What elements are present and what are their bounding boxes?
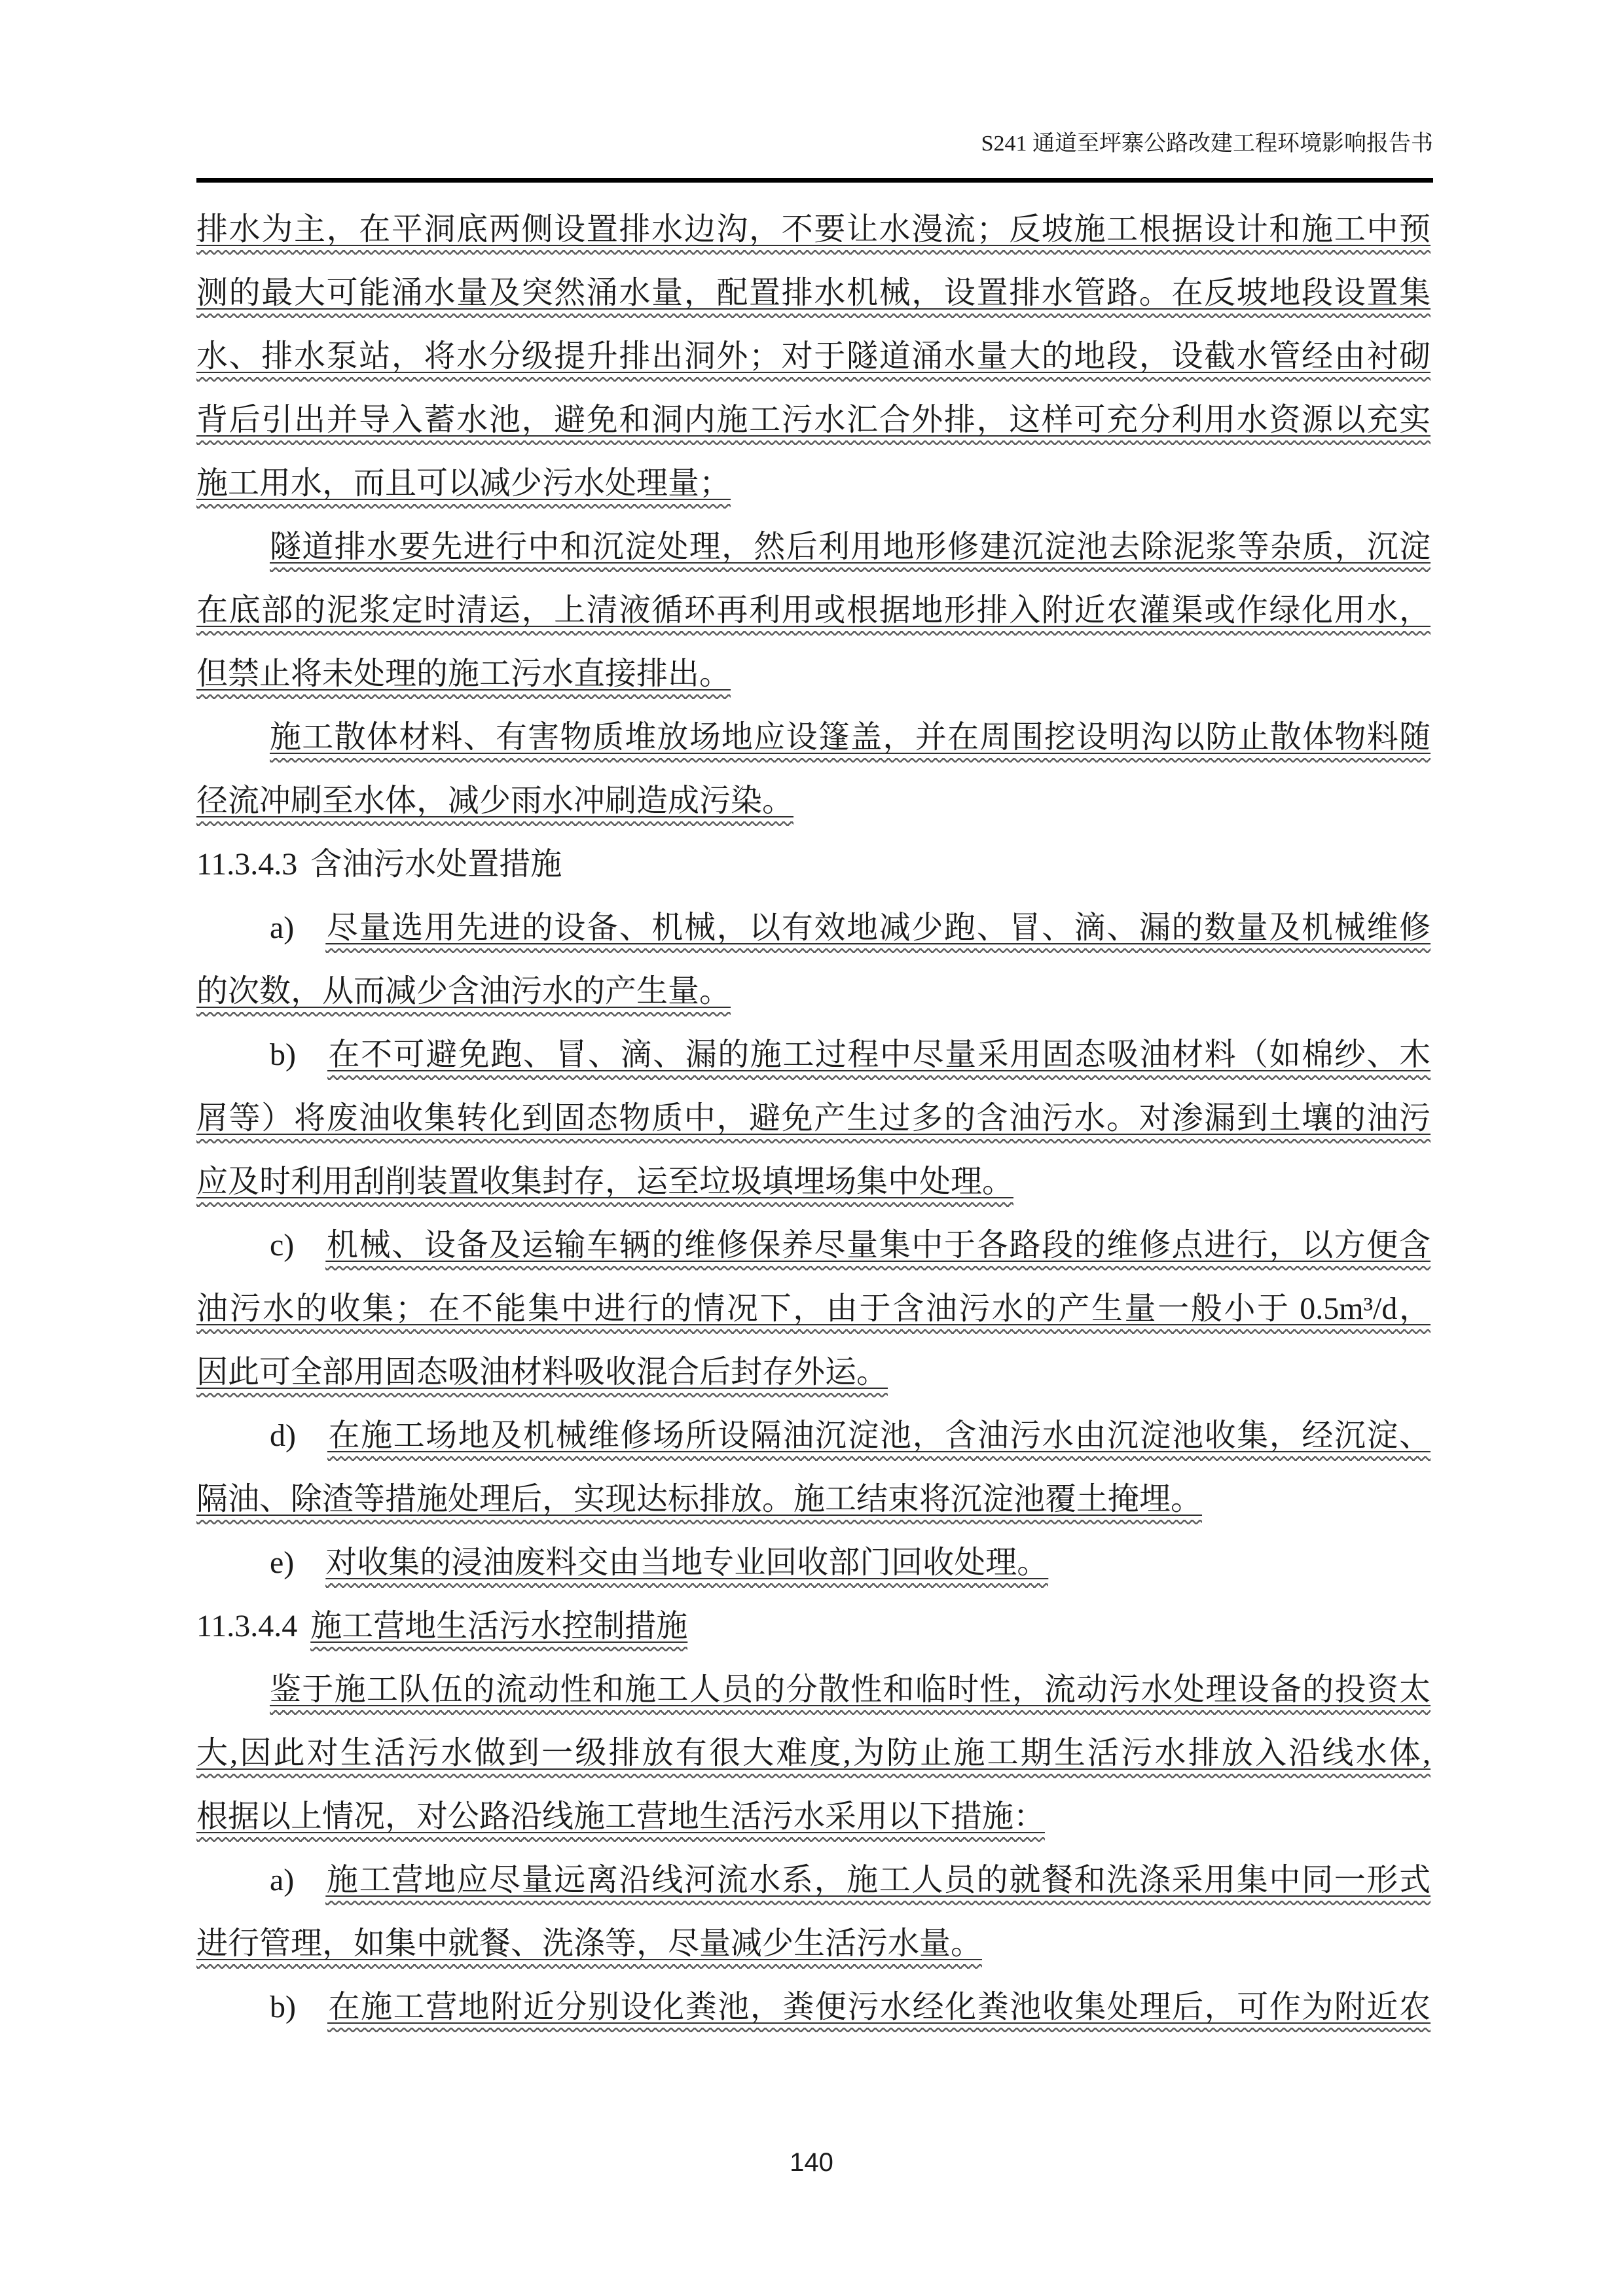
line-text: 进行管理，如集中就餐、洗涤等，尽量减少生活污水量。 xyxy=(196,1926,982,1969)
page-footer xyxy=(0,2148,1623,2178)
list-item-line xyxy=(196,1404,1431,1467)
list-item-line xyxy=(196,896,1431,960)
page-header xyxy=(196,128,1433,183)
text-line xyxy=(196,1785,1431,1848)
text-line xyxy=(196,325,1431,388)
line-text: 应及时利用刮削装置收集封存，运至垃圾填埋场集中处理。 xyxy=(196,1164,1013,1207)
text-line xyxy=(196,960,1431,1023)
list-marker: b) xyxy=(270,1990,296,2024)
section-heading xyxy=(196,1594,1431,1658)
line-text: 在施工场地及机械维修场所设隔油沉淀池，含油污水由沉淀池收集，经沉淀、 xyxy=(327,1418,1431,1461)
header-title: S241 通道至坪寨公路改建工程环境影响报告书 xyxy=(981,132,1433,156)
text-line xyxy=(196,198,1431,261)
heading-number: 11.3.4.4 xyxy=(196,1609,298,1643)
list-item-line xyxy=(196,1975,1431,2039)
list-marker: c) xyxy=(270,1228,295,1263)
list-marker: b) xyxy=(270,1037,296,1072)
list-item-line xyxy=(196,1848,1431,1912)
line-text: 尽量选用先进的设备、机械，以有效地减少跑、冒、滴、漏的数量及机械维修 xyxy=(325,910,1431,953)
list-item-line xyxy=(196,1531,1431,1594)
line-text: 屑等）将废油收集转化到固态物质中，避免产生过多的含油污水。对渗漏到土壤的油污 xyxy=(196,1101,1431,1143)
text-line xyxy=(196,706,1431,769)
line-text: 测的最大可能涌水量及突然涌水量，配置排水机械，设置排水管路。在反坡地段设置集 xyxy=(196,276,1431,318)
section-heading xyxy=(196,833,1431,896)
text-line xyxy=(196,1277,1431,1340)
line-text: 施工营地应尽量远离沿线河流水系，施工人员的就餐和洗涤采用集中同一形式 xyxy=(325,1863,1431,1905)
list-marker: a) xyxy=(270,1863,295,1897)
text-line xyxy=(196,579,1431,642)
list-item-line xyxy=(196,1023,1431,1086)
text-line xyxy=(196,515,1431,579)
text-line xyxy=(196,642,1431,706)
text-line xyxy=(196,1912,1431,1975)
line-text: 背后引出并导入蓄水池，避免和洞内施工污水汇合外排，这样可充分利用水资源以充实 xyxy=(196,403,1431,445)
line-text: 隧道排水要先进行中和沉淀处理，然后利用地形修建沉淀池去除泥浆等杂质，沉淀 xyxy=(270,529,1431,572)
line-text: 油污水的收集；在不能集中进行的情况下，由于含油污水的产生量一般小于 0.5m³/d， xyxy=(196,1291,1431,1334)
text-line xyxy=(196,1467,1431,1531)
text-line xyxy=(196,769,1431,833)
line-text: 机械、设备及运输车辆的维修保养尽量集中于各路段的维修点进行，以方便含 xyxy=(325,1228,1431,1270)
list-item-line xyxy=(196,1213,1431,1277)
list-marker: d) xyxy=(270,1418,296,1453)
text-line xyxy=(196,452,1431,515)
line-text: 在不可避免跑、冒、滴、漏的施工过程中尽量采用固态吸油材料（如棉纱、木 xyxy=(327,1037,1431,1080)
line-text: 对收集的浸油废料交由当地专业回收部门回收处理。 xyxy=(325,1545,1048,1588)
line-text: 水、排水泵站，将水分级提升排出洞外；对于隧道涌水量大的地段，设截水管经由衬砌 xyxy=(196,339,1431,382)
page-number: 140 xyxy=(790,2148,833,2177)
line-text: 隔油、除渣等措施处理后，实现达标排放。施工结束将沉淀池覆土掩埋。 xyxy=(196,1482,1202,1524)
line-text: 径流冲刷至水体，减少雨水冲刷造成污染。 xyxy=(196,783,793,826)
text-line xyxy=(196,261,1431,325)
text-line xyxy=(196,1340,1431,1404)
document-body xyxy=(196,198,1431,2039)
line-text: 在底部的泥浆定时清运，上清液循环再利用或根据地形排入附近农灌渠或作绿化用水， xyxy=(196,593,1431,636)
line-text: 施工用水，而且可以减少污水处理量； xyxy=(196,466,731,509)
text-line xyxy=(196,1150,1431,1213)
text-line xyxy=(196,1086,1431,1150)
line-text: 施工散体材料、有害物质堆放场地应设篷盖，并在周围挖设明沟以防止散体物料随 xyxy=(270,720,1431,762)
text-line xyxy=(196,1721,1431,1785)
heading-title: 含油污水处置措施 xyxy=(310,847,562,882)
line-text: 根据以上情况，对公路沿线施工营地生活污水采用以下措施： xyxy=(196,1799,1045,1842)
line-text: 鉴于施工队伍的流动性和施工人员的分散性和临时性，流动污水处理设备的投资太 xyxy=(270,1672,1431,1715)
line-text: 的次数，从而减少含油污水的产生量。 xyxy=(196,974,731,1016)
line-text: 但禁止将未处理的施工污水直接排出。 xyxy=(196,656,731,699)
text-line xyxy=(196,388,1431,452)
text-line xyxy=(196,1658,1431,1721)
line-text: 大,因此对生活污水做到一级排放有很大难度,为防止施工期生活污水排放入沿线水体, xyxy=(196,1736,1431,1778)
list-marker: a) xyxy=(270,910,295,945)
heading-number: 11.3.4.3 xyxy=(196,847,298,882)
list-marker: e) xyxy=(270,1545,295,1580)
line-text: 因此可全部用固态吸油材料吸收混合后封存外运。 xyxy=(196,1355,888,1397)
line-text: 排水为主，在平洞底两侧设置排水边沟，不要让水漫流；反坡施工根据设计和施工中预 xyxy=(196,212,1431,255)
line-text: 在施工营地附近分别设化粪池，粪便污水经化粪池收集处理后，可作为附近农 xyxy=(327,1990,1431,2032)
heading-title: 施工营地生活污水控制措施 xyxy=(310,1609,687,1651)
